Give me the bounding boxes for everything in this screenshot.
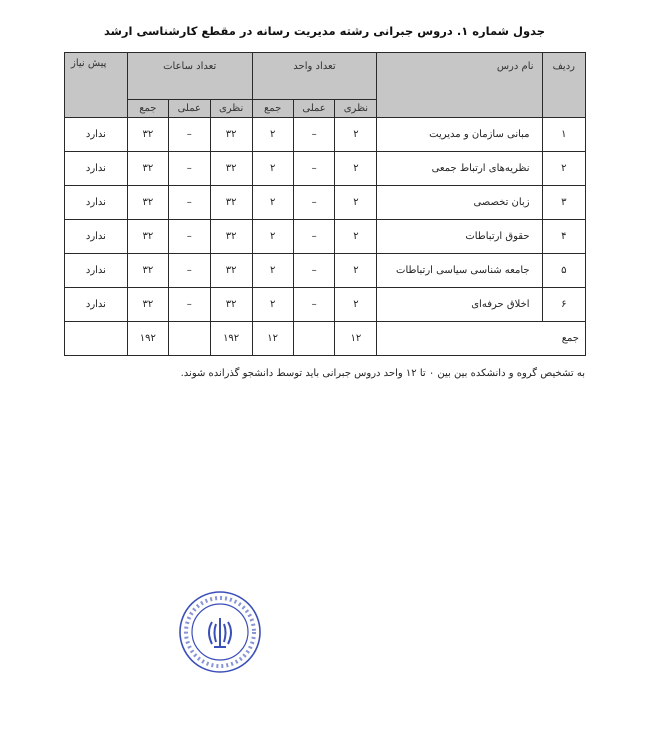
hours-practical: –: [168, 220, 210, 254]
hours-theory: ۳۲: [210, 288, 252, 322]
course-name: مبانی سازمان و مدیریت: [377, 118, 542, 152]
header-hours: تعداد ساعات: [127, 53, 252, 100]
prerequisite: ندارد: [65, 118, 128, 152]
header-prerequisite: پیش نیاز: [65, 53, 128, 118]
hours-practical: –: [168, 288, 210, 322]
units-sum: ۲: [252, 118, 293, 152]
table-row: [65, 118, 586, 152]
hours-sum: ۳۲: [127, 288, 168, 322]
units-sum: ۲: [252, 288, 293, 322]
prerequisite: ندارد: [65, 254, 128, 288]
row-number: ۶: [542, 288, 585, 322]
total-units-theory: ۱۲: [335, 322, 377, 356]
hours-sum: ۳۲: [127, 220, 168, 254]
units-practical: –: [293, 152, 335, 186]
hours-theory: ۳۲: [210, 118, 252, 152]
official-seal-icon: [178, 590, 262, 674]
hours-practical: –: [168, 186, 210, 220]
units-sum: ۲: [252, 186, 293, 220]
course-name: نظریه‌های ارتباط جمعی: [377, 152, 542, 186]
units-practical: –: [293, 220, 335, 254]
units-practical: –: [293, 186, 335, 220]
units-practical: –: [293, 288, 335, 322]
row-number: ۴: [542, 220, 585, 254]
units-theory: ۲: [335, 254, 377, 288]
course-name: جامعه شناسی سیاسی ارتباطات: [377, 254, 542, 288]
hours-sum: ۳۲: [127, 118, 168, 152]
header-row-number: ردیف: [542, 53, 585, 118]
hours-sum: ۳۲: [127, 152, 168, 186]
hours-theory: ۳۲: [210, 220, 252, 254]
compensatory-courses-table: [64, 52, 586, 356]
hours-sum: ۳۲: [127, 186, 168, 220]
total-hours-sum: ۱۹۲: [127, 322, 168, 356]
units-practical: –: [293, 254, 335, 288]
table-row: [65, 152, 586, 186]
units-theory: ۲: [335, 152, 377, 186]
units-theory: ۲: [335, 288, 377, 322]
units-sum: ۲: [252, 220, 293, 254]
row-number: ۱: [542, 118, 585, 152]
total-label: جمع: [377, 322, 586, 356]
total-prerequisite: [65, 322, 128, 356]
units-theory: ۲: [335, 220, 377, 254]
footnote: به تشخیص گروه و دانشکده بین بین ۰ تا ۱۲ واحد دروس جبرانی باید توسط دانشجو گذرانده شوند.: [180, 368, 585, 379]
units-theory: ۲: [335, 118, 377, 152]
header-course-name: نام درس: [377, 53, 542, 118]
row-number: ۲: [542, 152, 585, 186]
course-name: اخلاق حرفه‌ای: [377, 288, 542, 322]
hours-theory: ۳۲: [210, 254, 252, 288]
table-title: جدول شماره ۱. دروس جبرانی رشته مدیریت رسانه در مقطع کارشناسی ارشد: [103, 24, 546, 38]
hours-sum: ۳۲: [127, 254, 168, 288]
units-sum: ۲: [252, 254, 293, 288]
total-hours-practical: [168, 322, 210, 356]
hours-theory: ۳۲: [210, 186, 252, 220]
header-units-sum: جمع: [252, 100, 293, 118]
row-number: ۳: [542, 186, 585, 220]
prerequisite: ندارد: [65, 288, 128, 322]
total-hours-theory: ۱۹۲: [210, 322, 252, 356]
prerequisite: ندارد: [65, 186, 128, 220]
prerequisite: ندارد: [65, 220, 128, 254]
hours-practical: –: [168, 254, 210, 288]
total-row: [65, 322, 586, 356]
course-name: حقوق ارتباطات: [377, 220, 542, 254]
units-theory: ۲: [335, 186, 377, 220]
hours-practical: –: [168, 118, 210, 152]
units-sum: ۲: [252, 152, 293, 186]
table-row: [65, 254, 586, 288]
table-row: [65, 186, 586, 220]
header-units-theory: نظری: [335, 100, 377, 118]
header-hours-theory: نظری: [210, 100, 252, 118]
total-units-sum: ۱۲: [252, 322, 293, 356]
header-hours-practical: عملی: [168, 100, 210, 118]
course-name: زبان تخصصی: [377, 186, 542, 220]
units-practical: –: [293, 118, 335, 152]
header-units: تعداد واحد: [252, 53, 377, 100]
hours-theory: ۳۲: [210, 152, 252, 186]
total-units-practical: [293, 322, 335, 356]
header-units-practical: عملی: [293, 100, 335, 118]
table-row: [65, 220, 586, 254]
header-hours-sum: جمع: [127, 100, 168, 118]
prerequisite: ندارد: [65, 152, 128, 186]
row-number: ۵: [542, 254, 585, 288]
hours-practical: –: [168, 152, 210, 186]
table-row: [65, 288, 586, 322]
